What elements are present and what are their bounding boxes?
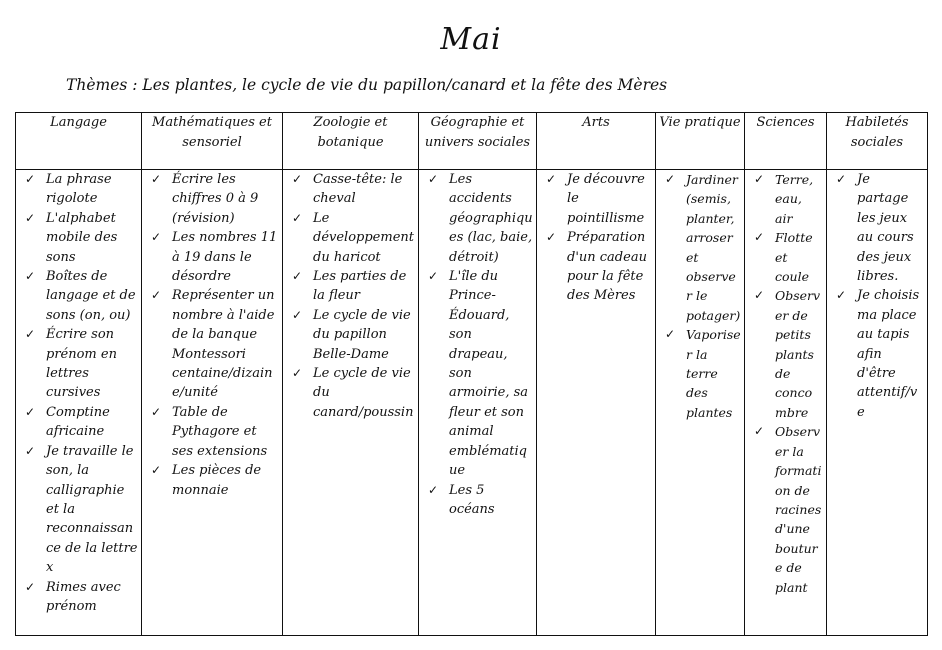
item-text: Casse-tête: le cheval (313, 172, 403, 207)
check-icon: ✓ (292, 210, 303, 225)
item-text: Écrire son prénom en lettres cursives (46, 327, 117, 401)
item-text: Terre, eau, air (775, 172, 814, 226)
check-icon: ✓ (546, 172, 557, 186)
check-icon: ✓ (836, 288, 847, 303)
item-text: Les nombres 11 à 19 dans le désordre (172, 230, 278, 285)
list-item (833, 170, 924, 286)
item-text: L'île du Prince-Édouard, son drapeau, son armoirie, sa fleur et son animal emblématique (449, 269, 529, 479)
item-text: Le cycle de vie du papillon Belle-Dame (313, 307, 411, 362)
check-icon: ✓ (25, 172, 36, 186)
list-item (148, 461, 279, 500)
list-langage (16, 170, 141, 616)
check-icon: ✓ (292, 307, 303, 322)
themes-line: Thèmes : Les plantes, le cycle de vie du papillon/canard et la fête des Mères (66, 76, 668, 94)
check-icon: ✓ (151, 288, 162, 303)
list-item (751, 422, 823, 597)
check-icon: ✓ (151, 172, 162, 186)
item-text: Je choisis ma place au tapis afin d'être attentif/ve (857, 288, 920, 420)
item-text: L'alphabet mobile des sons (46, 210, 118, 265)
check-icon: ✓ (546, 230, 557, 245)
header-row (16, 113, 928, 170)
list-item (22, 403, 138, 442)
check-icon: ✓ (665, 172, 676, 186)
item-text: Jardiner (semis, planter, arroser et observer le potager) (686, 172, 741, 323)
list-item (543, 170, 652, 228)
list-item (833, 286, 924, 422)
item-text: Les accidents géographiques (lac, baie, détroit) (449, 172, 533, 265)
list-item (22, 442, 138, 578)
item-text: Table de Pythagore et ses extensions (172, 404, 268, 459)
list-item (289, 267, 415, 306)
list-item (425, 481, 533, 520)
header-sciences: Sciences (745, 113, 827, 170)
check-icon: ✓ (25, 404, 36, 419)
list-item (22, 578, 138, 617)
item-text: Écrire les chiffres 0 à 9 (révision) (172, 172, 259, 226)
header-arts: Arts (537, 113, 656, 170)
list-item (289, 170, 415, 209)
check-icon: ✓ (836, 172, 847, 186)
list-item (22, 267, 138, 325)
item-text: Flotte et coule (775, 230, 813, 285)
cell-langage (16, 170, 142, 636)
list-item (751, 286, 823, 422)
list-item (289, 364, 415, 422)
list-item (289, 306, 415, 364)
list-item (751, 170, 823, 228)
list-item (22, 325, 138, 403)
list-item (148, 170, 279, 228)
check-icon: ✓ (428, 269, 439, 284)
list-item (148, 228, 279, 286)
cell-habiletes (827, 170, 928, 636)
page-title: Mai (440, 22, 502, 57)
item-text: Boîtes de langage et de sons (on, ou) (46, 269, 136, 323)
list-item (543, 228, 652, 306)
item-text: Le cycle de vie du canard/poussin (313, 366, 414, 420)
check-icon: ✓ (25, 579, 36, 594)
header-langage: Langage (16, 113, 142, 170)
item-text: Les 5 océans (449, 482, 495, 517)
check-icon: ✓ (25, 327, 36, 342)
list-item (425, 267, 533, 480)
check-icon: ✓ (25, 210, 36, 225)
check-icon: ✓ (151, 230, 162, 245)
item-text: Vaporiser la terre des plantes (686, 327, 741, 420)
list-item (751, 228, 823, 286)
item-text: Le développement du haricot (313, 210, 414, 265)
item-text: Je travaille le son, la calligraphie et la reconnaissance de la lettre x (46, 443, 138, 576)
item-text: Les pièces de monnaie (172, 463, 262, 498)
item-text: Observer la formation de racines d'une bouture de plant (775, 424, 822, 595)
item-text: Je partage les jeux au cours des jeux libres. (857, 172, 914, 285)
list-habiletes (827, 170, 927, 422)
list-item (22, 170, 138, 209)
item-text: Les parties de la fleur (313, 269, 407, 304)
cell-mathematiques (142, 170, 283, 636)
item-text: Observer de petits plants de concombre (775, 288, 821, 420)
item-text: La phrase rigolote (46, 172, 112, 207)
check-icon: ✓ (754, 424, 765, 439)
item-text: Comptine africaine (46, 404, 110, 440)
header-mathematiques: Mathématiques et sensoriel (142, 113, 283, 170)
cell-arts (537, 170, 656, 636)
cell-vie-pratique (656, 170, 745, 636)
list-arts (537, 170, 655, 306)
item-text: Représenter un nombre à l'aide de la banque Montessori centaine/dizaine/unité (172, 288, 275, 401)
list-item (148, 286, 279, 402)
content-row (16, 170, 928, 636)
check-icon: ✓ (428, 172, 439, 186)
list-item (289, 209, 415, 267)
cell-sciences (745, 170, 827, 636)
list-zoologie (283, 170, 418, 422)
list-sciences (745, 170, 826, 597)
check-icon: ✓ (151, 404, 162, 419)
header-vie-pratique: Vie pratique (656, 113, 745, 170)
check-icon: ✓ (754, 230, 765, 245)
header-zoologie: Zoologie et botanique (283, 113, 419, 170)
list-mathematiques (142, 170, 282, 500)
list-vie-pratique (656, 170, 744, 422)
cell-zoologie (283, 170, 419, 636)
header-habiletes: Habiletés sociales (827, 113, 928, 170)
list-item (662, 325, 741, 422)
header-geographie: Géographie et univers sociales (419, 113, 537, 170)
list-item (425, 170, 533, 267)
list-geographie (419, 170, 536, 519)
check-icon: ✓ (292, 172, 303, 186)
check-icon: ✓ (754, 288, 765, 303)
check-icon: ✓ (25, 269, 36, 284)
check-icon: ✓ (25, 443, 36, 458)
check-icon: ✓ (665, 327, 676, 342)
list-item (22, 209, 138, 267)
check-icon: ✓ (428, 482, 439, 497)
item-text: Préparation d'un cadeau pour la fête des Mères (567, 230, 647, 304)
check-icon: ✓ (754, 172, 765, 186)
item-text: Je découvre le pointillisme (567, 172, 645, 226)
check-icon: ✓ (292, 366, 303, 381)
cell-geographie (419, 170, 537, 636)
item-text: Rimes avec prénom (46, 579, 121, 614)
check-icon: ✓ (151, 463, 162, 478)
list-item (662, 170, 741, 325)
list-item (148, 403, 279, 461)
planning-table (15, 112, 928, 636)
check-icon: ✓ (292, 269, 303, 284)
